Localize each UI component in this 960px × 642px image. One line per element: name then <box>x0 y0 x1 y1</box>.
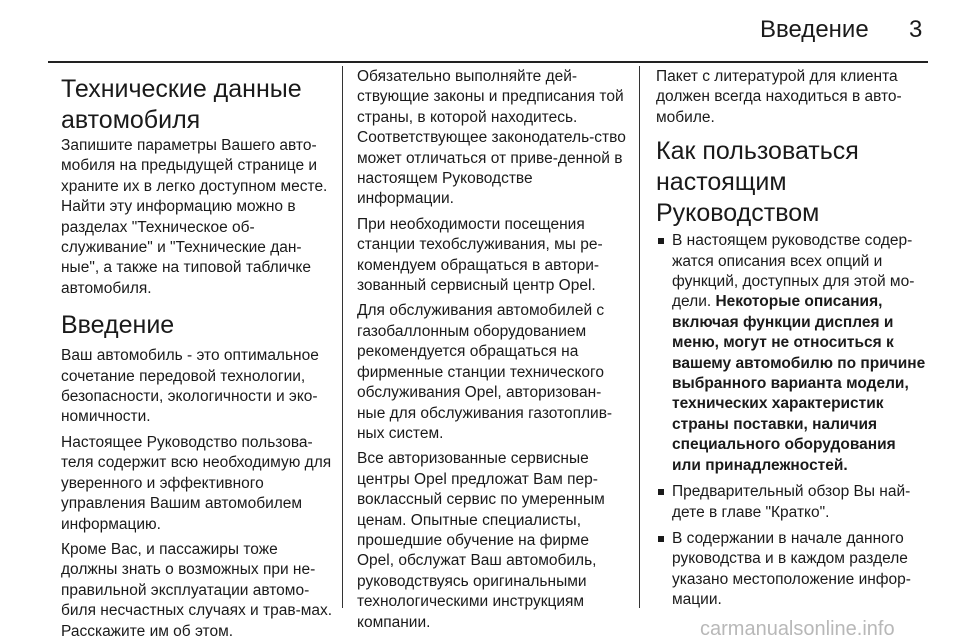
bullet-list <box>656 231 928 610</box>
heading-how-to-use: Как пользоваться настоящим Руководством <box>656 137 859 228</box>
list-item <box>656 231 928 476</box>
list-item-text: Предварительный обзор Вы най-дете в главе "Кратко". <box>672 483 911 521</box>
running-title: Введение <box>760 16 869 43</box>
paragraph: При необходимости посещения станции техобслуживания, мы ре-комендуем обращаться в автори-зованный сервисный центр Opel. <box>357 215 603 295</box>
list-item <box>656 482 928 523</box>
list-item-text: В настоящем руководстве содер-жатся описания всех опций и функций, доступных для этой мо-дели. <box>672 232 915 311</box>
column-1 <box>61 67 333 642</box>
heading-introduction: Введение <box>61 311 175 340</box>
column-2 <box>357 67 627 633</box>
paragraph: Пакет с литературой для клиента должен всегда находиться в авто-мобиле. <box>656 68 902 126</box>
column-3 <box>656 67 928 617</box>
paragraph: Настоящее Руководство пользова-теля содержит всю необходимую для уверенного и эффективного управления Вашим автомобилем информацию. <box>61 433 332 533</box>
paragraph: Запишите параметры Вашего авто-мобиля на предыдущей странице и храните их в легко доступном месте. Найти эту информацию можно в разделах "Техническое об-служивание" и "Технические дан-ные", а также на типовой табличке автомобиля. <box>61 137 328 297</box>
paragraph: Обязательно выполняйте дей-ствующие законы и предписания той страны, в которой находитесь. Соответствующее законодатель-ство может отличаться от приве-денной в настоящем Руководстве информации. <box>357 68 626 208</box>
paragraph: Кроме Вас, и пассажиры тоже должны знать о возможных при не-правильной эксплуатации автомо-биля несчастных случаях и трав-мах. Расскажите им об этом. <box>61 540 333 640</box>
header-rule <box>48 61 928 63</box>
paragraph: Все авторизованные сервисные центры Opel предложат Вам пер-воклассный сервис по умеренным ценам. Опытные специалисты, прошедшие обучение на фирме Opel, обслужат Ваш автомобиль, руководствуясь оригинальными технологическими инструкциям компании. <box>357 450 605 631</box>
list-item <box>656 529 928 611</box>
page-header <box>0 0 960 62</box>
heading-technical-data: Технические данные автомобиля <box>61 75 302 134</box>
list-item-bold-text: Некоторые описания, включая функции дисплея и меню, могут не относиться к вашему автомобилю по причине выбранного варианта модели, технических характеристик страны поставки, наличия специального оборудования или принадлежностей. <box>672 293 926 474</box>
column-divider-2 <box>639 66 640 608</box>
list-item-text: В содержании в начале данного руководства и в каждом разделе указано местоположение инфор-мации. <box>672 529 911 609</box>
column-divider-1 <box>342 66 343 608</box>
paragraph: Для обслуживания автомобилей с газобаллонным оборудованием рекомендуется обращаться на фирменные станции технического обслуживания Opel, авторизован-ные для обслуживания газотоплив-ных систем. <box>357 302 613 442</box>
page-number: 3 <box>909 16 923 43</box>
watermark: carmanualsonline.info <box>700 618 895 640</box>
paragraph: Ваш автомобиль - это оптимальное сочетание передовой технологии, безопасности, экологичности и эко-номичности. <box>61 347 319 426</box>
